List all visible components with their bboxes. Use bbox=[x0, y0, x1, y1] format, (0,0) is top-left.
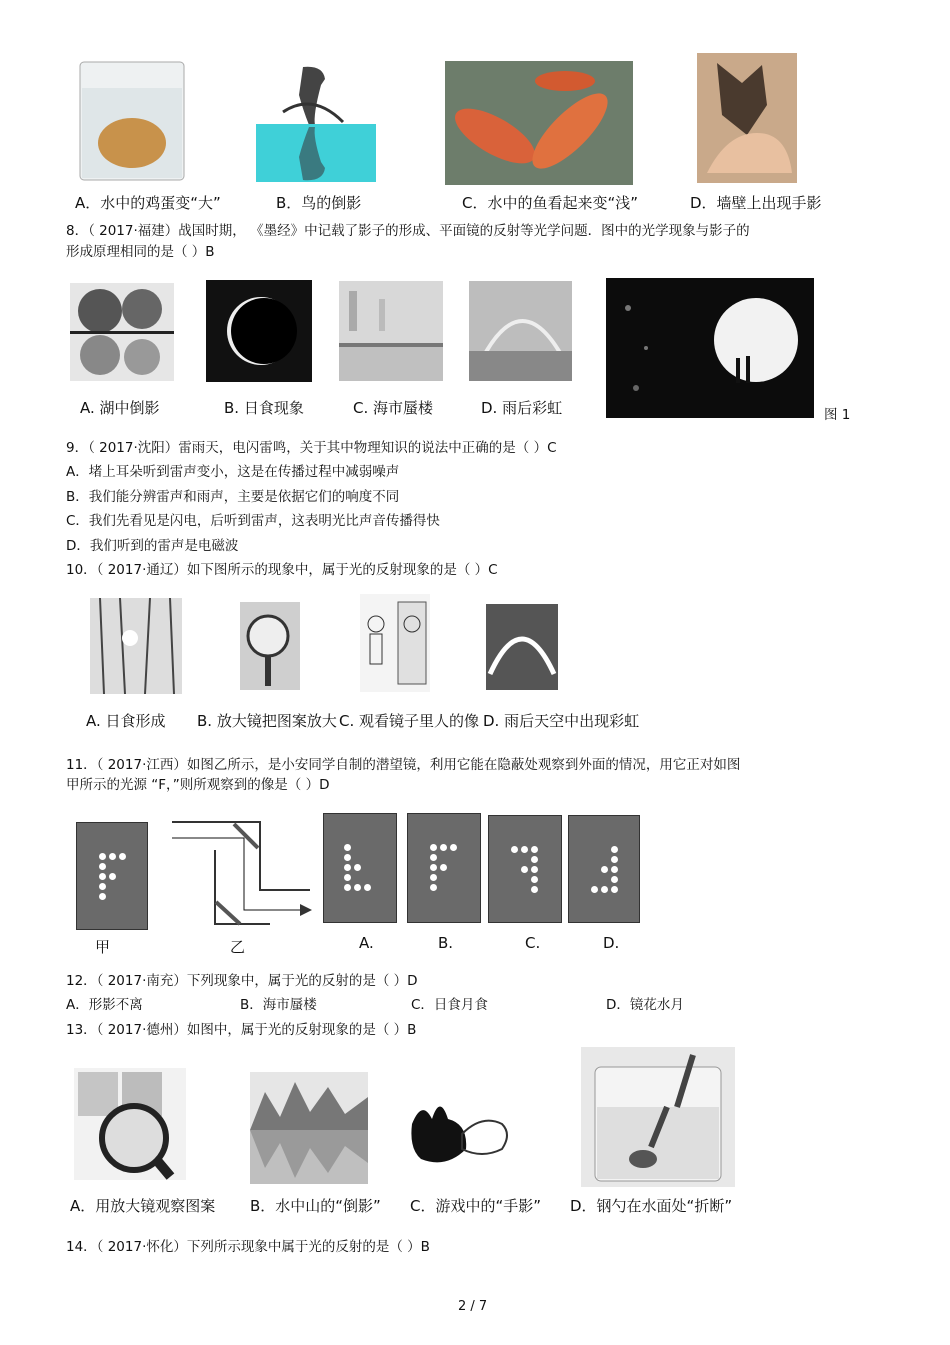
bird-reflection-image bbox=[253, 62, 378, 184]
q11-caption-jia: 甲 bbox=[95, 938, 111, 956]
hand-shadow-image bbox=[697, 53, 797, 183]
q11-caption-d: D. bbox=[603, 934, 620, 952]
q14-stem: 14．（ 2017·怀化）下列所示现象中属于光的反射的是（ ）B bbox=[66, 1239, 430, 1255]
q8-figure-label: 图 1 bbox=[824, 407, 851, 423]
q13-stem: 13．（ 2017·德州）如图中，属于光的反射现象的是（ ）B bbox=[66, 1022, 417, 1038]
q13-caption-a: A．用放大镜观察图案 bbox=[70, 1197, 216, 1215]
option-b-image bbox=[407, 813, 481, 923]
moon-silhouette-image bbox=[606, 278, 814, 418]
q12-option-a: A．形影不离 bbox=[66, 997, 143, 1013]
q8-caption-d: D. 雨后彩虹 bbox=[481, 399, 563, 417]
page-number: 2 / 7 bbox=[458, 1299, 488, 1314]
q13-caption-d: D．钢勺在水面处“折断” bbox=[570, 1197, 733, 1215]
eclipse-sketch-image bbox=[90, 598, 182, 694]
rainbow-image bbox=[469, 281, 572, 381]
q7-caption-a: A．水中的鸡蛋变“大” bbox=[75, 194, 221, 212]
q12-option-d: D．镜花水月 bbox=[606, 997, 684, 1013]
q10-caption-b: B. 放大镜把图案放大 bbox=[197, 712, 337, 730]
koi-fish-image bbox=[445, 61, 633, 185]
q11-caption-yi: 乙 bbox=[230, 938, 246, 956]
q11-stem-line2: 甲所示的光源 “F，”则所观察到的像是（ ）D bbox=[66, 777, 330, 793]
light-source-f-image bbox=[76, 822, 148, 930]
q8-stem-line2: 形成原理相同的是（ ）B bbox=[66, 244, 215, 260]
q7-caption-d: D．墙壁上出现手影 bbox=[690, 194, 822, 212]
q9-option-c: C．我们先看见是闪电，后听到雷声，这表明光比声音传播得快 bbox=[66, 513, 440, 529]
q9-option-d: D．我们听到的雷声是电磁波 bbox=[66, 538, 239, 554]
mountain-reflection-image bbox=[250, 1072, 368, 1184]
q12-option-b: B．海市蜃楼 bbox=[240, 997, 317, 1013]
q8-caption-b: B. 日食现象 bbox=[224, 399, 304, 417]
option-d-image bbox=[568, 815, 640, 923]
q10-caption-d: D. 雨后天空中出现彩虹 bbox=[483, 712, 640, 730]
q10-stem: 10．（ 2017·通辽）如下图所示的现象中，属于光的反射现象的是（ ）C bbox=[66, 562, 498, 578]
q9-stem: 9．（ 2017·沈阳）雷雨天，电闪雷鸣，关于其中物理知识的说法中正确的是（ ）C bbox=[66, 440, 557, 456]
egg-in-water-image bbox=[72, 58, 192, 183]
q12-stem: 12．（ 2017·南充）下列现象中，属于光的反射的是（ ）D bbox=[66, 973, 418, 989]
q8-caption-c: C. 海市蜃楼 bbox=[353, 399, 434, 417]
q11-stem-line1: 11．（ 2017·江西）如图乙所示，是小安同学自制的潜望镜，利用它能在隐蔽处观察到外面的情况，用它正对如图 bbox=[66, 757, 741, 773]
option-a-image bbox=[323, 813, 397, 923]
q11-caption-c: C. bbox=[525, 934, 541, 952]
periscope-diagram bbox=[170, 820, 315, 928]
q10-caption-a: A. 日食形成 bbox=[86, 712, 166, 730]
q13-caption-c: C．游戏中的“手影” bbox=[410, 1197, 542, 1215]
lake-reflection-image bbox=[70, 283, 174, 381]
q11-caption-a: A. bbox=[359, 934, 374, 952]
q10-caption-c: C. 观看镜子里人的像 bbox=[339, 712, 480, 730]
q13-caption-b: B．水中山的“倒影” bbox=[250, 1197, 381, 1215]
q9-option-b: B．我们能分辨雷声和雨声，主要是依据它们的响度不同 bbox=[66, 489, 400, 505]
q7-caption-b: B．鸟的倒影 bbox=[276, 194, 362, 212]
q8-stem-line1: 8．（ 2017·福建）战国时期， 《墨经》中记载了影子的形成、平面镜的反射等光学问题．图中的光学现象与影子的 bbox=[66, 223, 750, 239]
mirage-image bbox=[339, 281, 443, 381]
hand-shadow-rabbit-image bbox=[402, 1094, 512, 1172]
magnifier-sketch-image bbox=[240, 602, 300, 690]
solar-eclipse-image bbox=[206, 280, 312, 382]
rainbow-sketch-image bbox=[486, 604, 558, 690]
q12-option-c: C．日食月食 bbox=[411, 997, 488, 1013]
q7-caption-c: C．水中的鱼看起来变“浅” bbox=[462, 194, 639, 212]
q11-caption-b: B. bbox=[438, 934, 454, 952]
option-c-image bbox=[488, 815, 562, 923]
mirror-people-sketch-image bbox=[360, 594, 430, 692]
q8-caption-a: A. 湖中倒影 bbox=[80, 399, 160, 417]
q9-option-a: A．堵上耳朵听到雷声变小，这是在传播过程中减弱噪声 bbox=[66, 464, 400, 480]
spoon-in-water-image bbox=[581, 1047, 735, 1187]
magnifier-stamp-image bbox=[74, 1068, 186, 1180]
